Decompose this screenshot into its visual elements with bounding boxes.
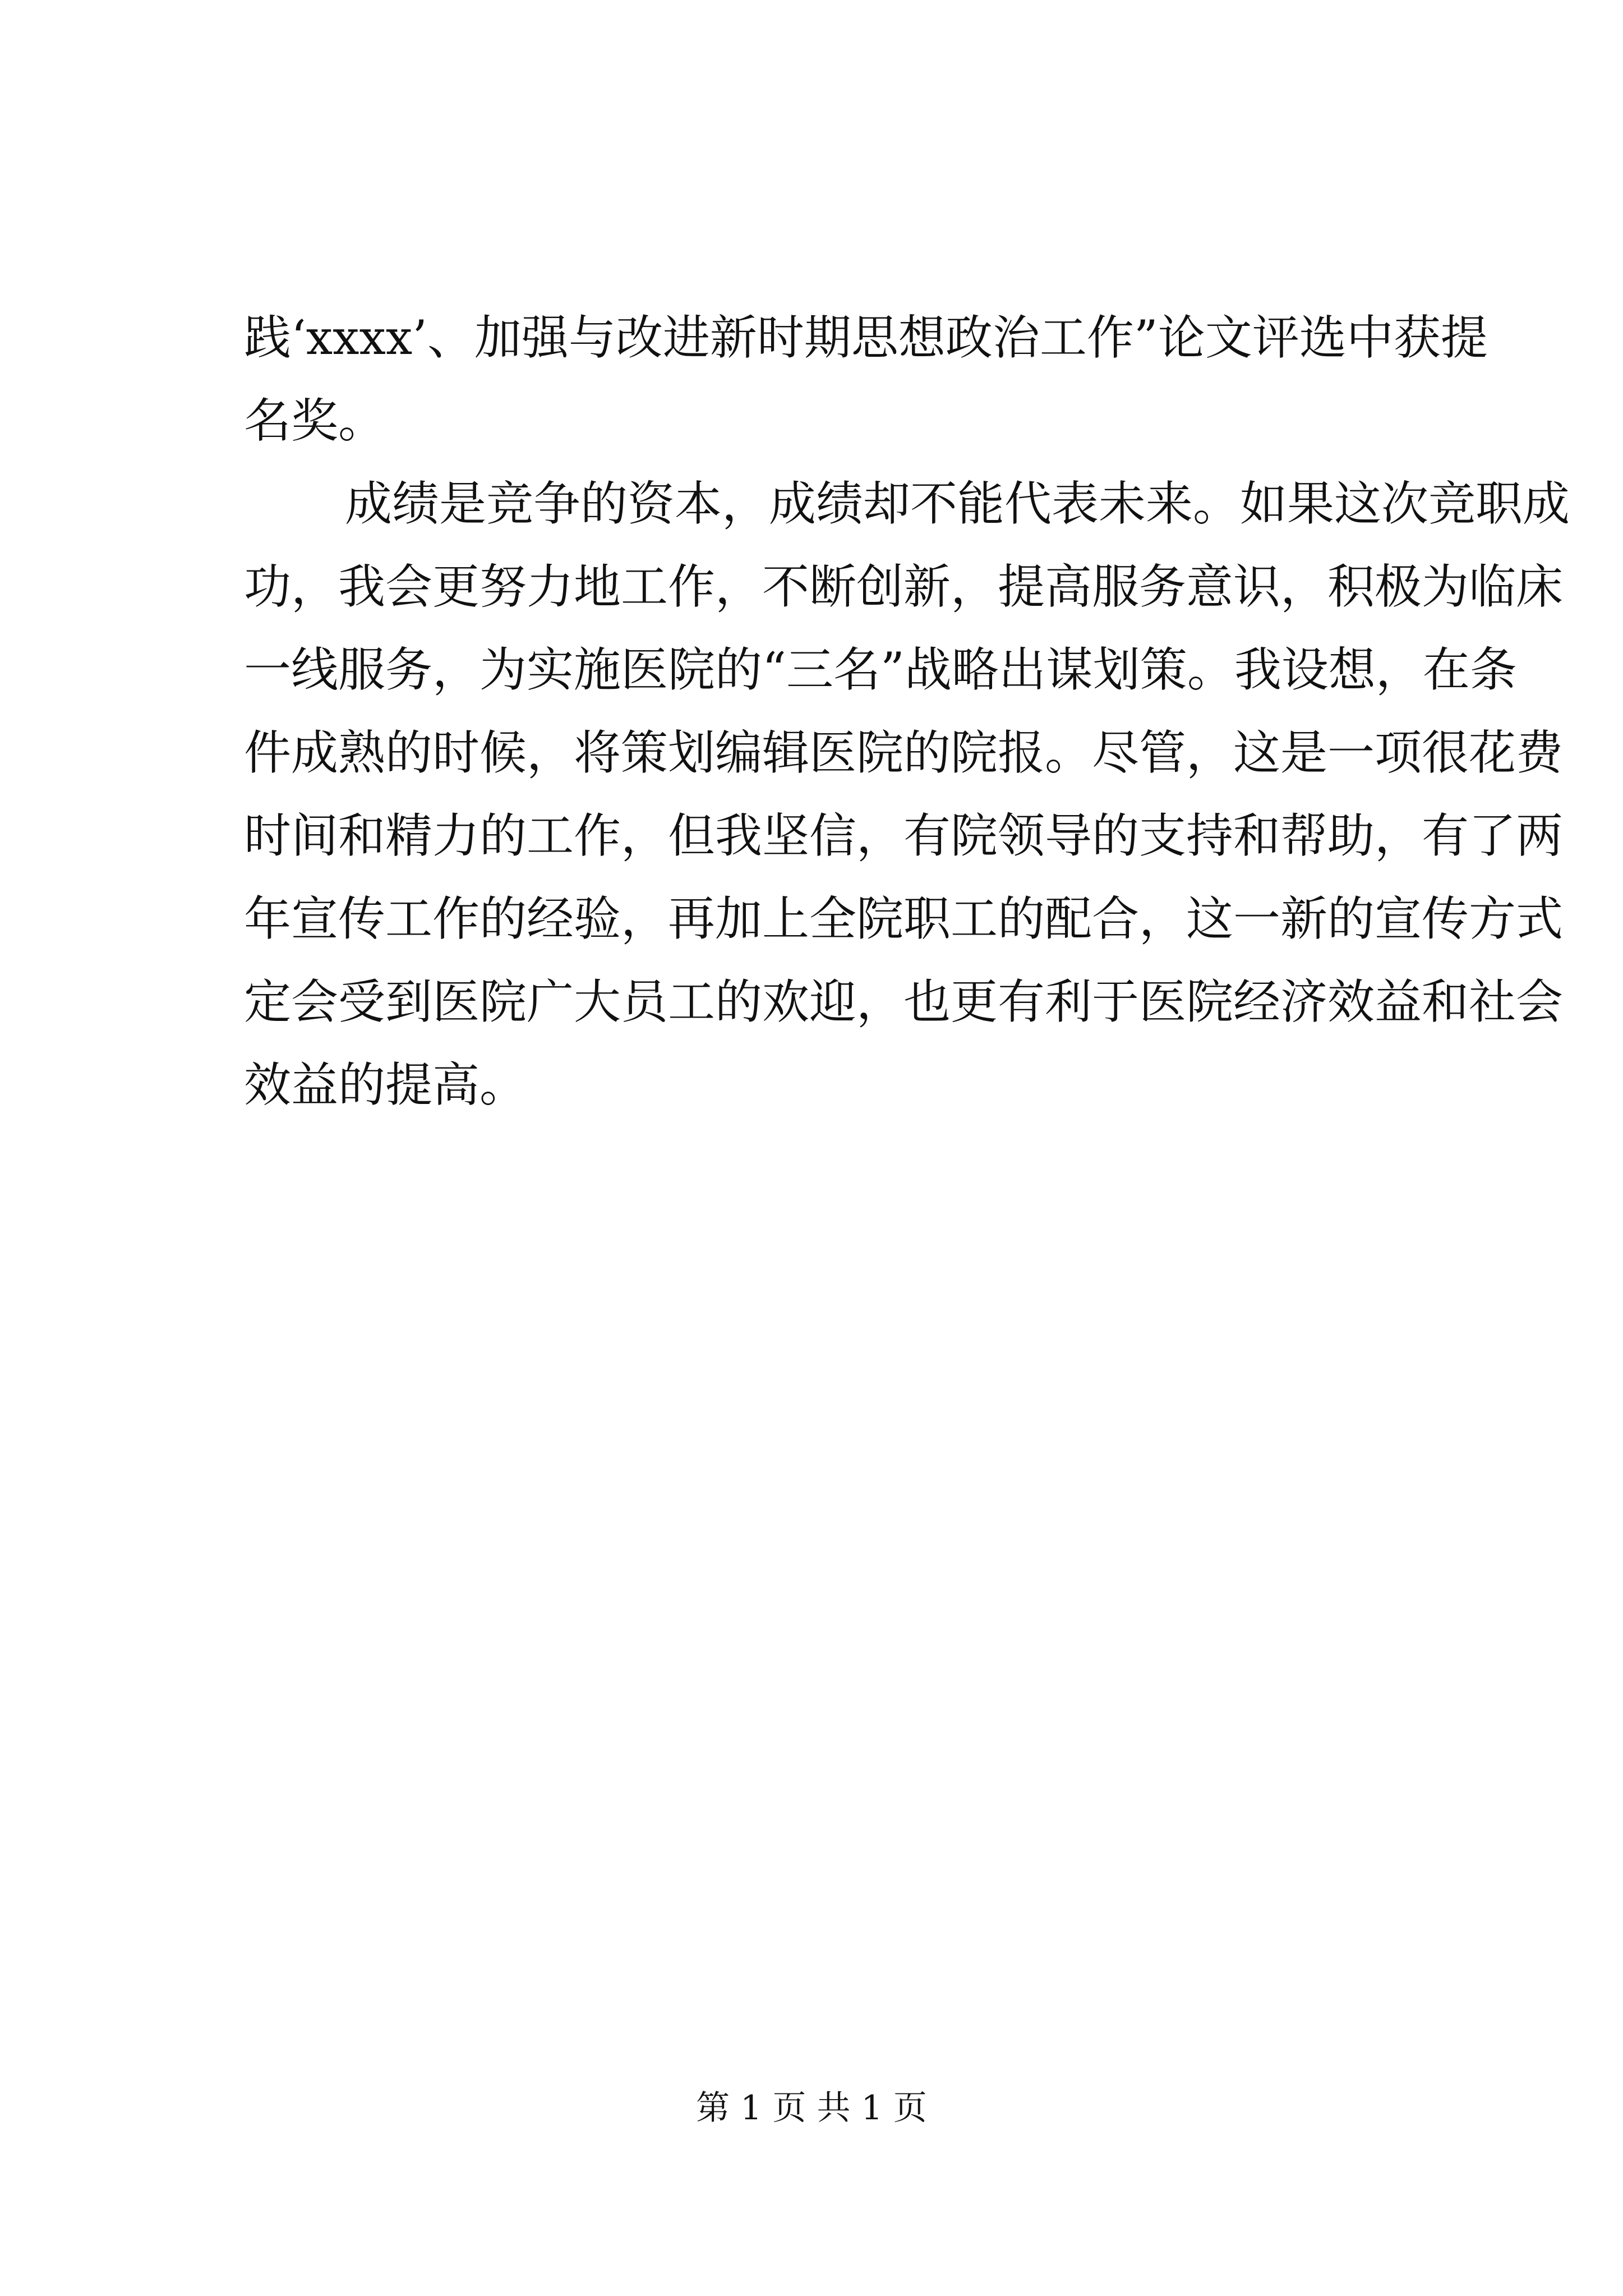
paragraph-line: 践‘xxxx’、加强与改进新时期思想政治工作”论文评选中获提 xyxy=(244,310,1488,365)
paragraph-line: 定会受到医院广大员工的欢迎，也更有利于医院经济效益和社会 xyxy=(244,974,1564,1029)
paragraph-line: 功，我会更努力地工作，不断创新，提高服务意识，积极为临床 xyxy=(244,559,1564,614)
paragraph-line: 时间和精力的工作，但我坚信，有院领导的支持和帮助，有了两 xyxy=(244,808,1564,863)
paragraph-line: 效益的提高。 xyxy=(244,1057,527,1112)
paragraph-line: 年宣传工作的经验，再加上全院职工的配合，这一新的宣传方式 xyxy=(244,891,1564,946)
paragraph-line: 成绩是竞争的资本，成绩却不能代表未来。如果这次竞职成 xyxy=(345,476,1570,531)
document-body xyxy=(244,296,1570,1126)
paragraph-line: 件成熟的时候，将策划编辑医院的院报。尽管，这是一项很花费 xyxy=(244,725,1564,780)
paragraph-1 xyxy=(244,296,1488,462)
paragraph-line: 名奖。 xyxy=(244,393,386,448)
paragraph-line: 一线服务，为实施医院的“三名”战略出谋划策。我设想，在条 xyxy=(244,642,1517,697)
paragraph-2 xyxy=(244,462,1570,1126)
page-number-footer: 第 1 页 共 1 页 xyxy=(696,2088,927,2128)
